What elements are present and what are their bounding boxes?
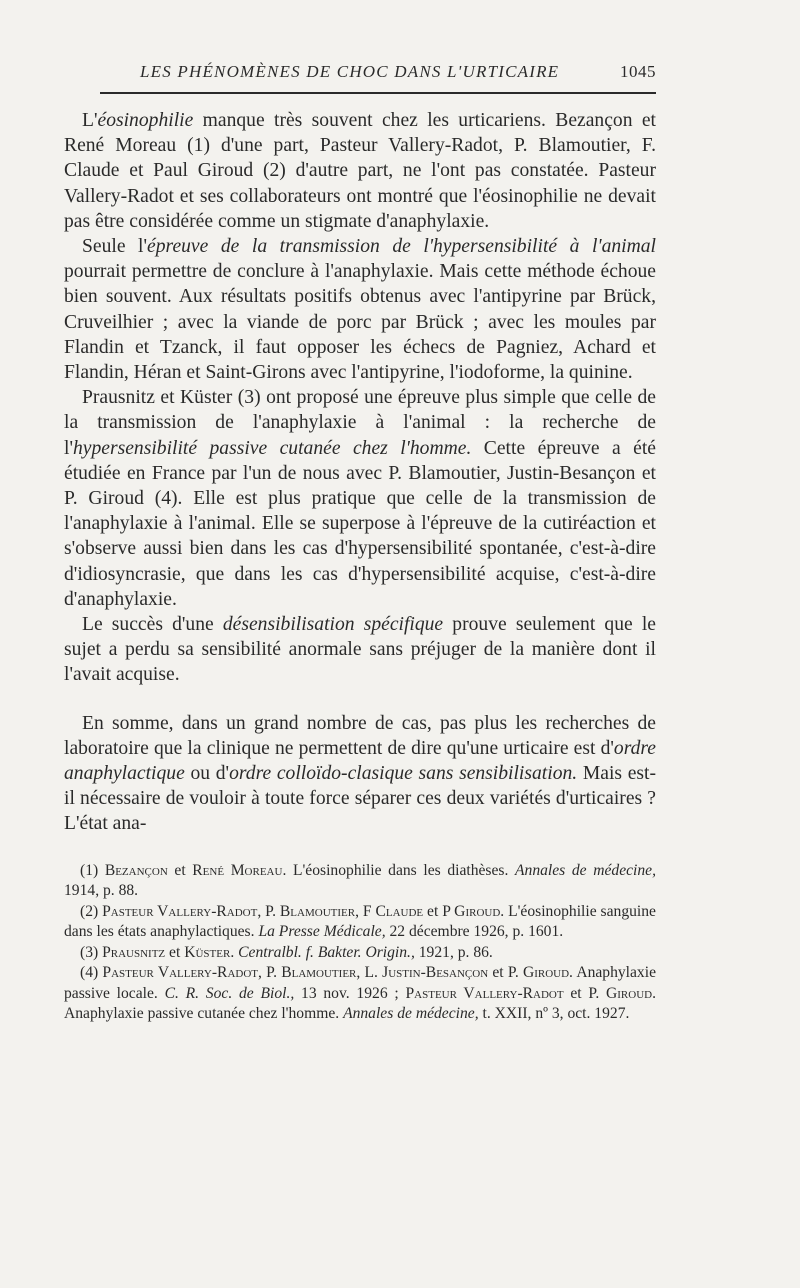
footnote-authors: P. Giroud	[588, 984, 653, 1002]
text-run: . Anaphylaxie passive locale.	[64, 964, 656, 1002]
footnote-authors: P Giroud	[442, 902, 501, 920]
paragraph-4	[64, 612, 656, 688]
footnote-authors: Prausnitz	[102, 943, 166, 961]
footnote-3	[64, 943, 656, 964]
text-run: et	[423, 902, 443, 920]
emphasis: éosinophilie	[97, 110, 194, 131]
page	[64, 56, 656, 1025]
emphasis: hypersensibilité passive cutanée chez l'homme.	[72, 437, 472, 459]
paragraph-1	[64, 108, 656, 234]
footnote-authors: Pasteur Vallery-Radot, P. Blamoutier, L. Justin-Besançon	[102, 964, 489, 982]
text-run: et	[167, 861, 193, 879]
text-run: Prausnitz et Küster (3) ont proposé une épreuve plus simple que celle de la transmission de l'anaphylaxie à l'animal : la recherche de l'	[64, 387, 656, 459]
emphasis: ordre anaphylactique	[64, 737, 656, 785]
footnote-1	[64, 861, 656, 902]
footnote-journal: C. R. Soc. de Biol.,	[164, 984, 295, 1002]
footnote-authors: Bezançon	[104, 861, 168, 879]
paragraph-2	[64, 234, 656, 385]
text-run: manque très souvent chez les urticariens. Bezançon et René Moreau (1) d'une part, Pasteur Vallery-Radot, P. Blamoutier, F. Claude et Paul Giroud (2) d'autre part, ne l'ont pas constatée. Pasteur Vallery-Radot et ses collaborateurs ont montré que l'éosinophilie ne devait pas être considérée comme un stigmate d'anaphylaxie.	[64, 110, 656, 232]
text-run: . Anaphylaxie passive cutanée chez l'homme.	[64, 984, 656, 1023]
text-run: . L'éosinophilie dans les diathèses.	[282, 861, 516, 879]
text-run: ou d'	[184, 763, 230, 785]
footnote-journal: Annales de médecine,	[515, 861, 656, 879]
footnote-journal: La Presse Médicale,	[258, 923, 386, 941]
text-run: et	[165, 943, 185, 961]
text-run: et	[488, 964, 508, 982]
footnote-number: (4)	[80, 964, 103, 982]
footnote-journal: Annales de médecine,	[343, 1005, 479, 1023]
emphasis: épreuve de la transmission de l'hypersensibilité à l'animal	[147, 236, 657, 258]
text-run: et	[563, 984, 589, 1002]
header-rule	[100, 92, 656, 94]
text-run: 1921, p. 86.	[414, 943, 493, 961]
text-run: Seule l'	[82, 236, 148, 258]
paragraph-5	[64, 711, 656, 837]
text-run: 1914, p. 88.	[64, 882, 139, 900]
text-run: L'	[82, 110, 98, 131]
text-run: Mais est-il nécessaire de vouloir à toute force séparer ces deux variétés d'urticaires ? L'état ana-	[64, 763, 657, 835]
footnote-number: (2)	[80, 902, 103, 920]
footnotes	[64, 861, 656, 1025]
text-run: t. XXII, nº 3, oct. 1927.	[478, 1005, 630, 1023]
footnote-authors: Pasteur Vallery-Radot, P. Blamoutier, F Claude	[102, 902, 424, 920]
page-number: 1045	[620, 62, 656, 81]
text-run: Cette épreuve a été étudiée en France par l'un de nous avec P. Blamoutier, Justin-Besançon et P. Giroud (4). Elle est plus pratique que celle de la transmission de l'anaphylaxie à l'animal. Elle se superpose à l'épreuve de la cutiréaction et s'observe aussi bien dans les cas d'hypersensibilité spontanée, c'est-à-dire d'idiosyncrasie, que dans les cas d'hypersensibilité acquise, c'est-à-dire d'anaphylaxie.	[64, 437, 656, 610]
footnote-authors: René Moreau	[192, 861, 283, 879]
body-text	[64, 108, 656, 837]
text-run: 22 décembre 1926, p. 1601.	[385, 923, 564, 941]
text-run: prouve seulement que le sujet a perdu sa sensibilité anormale sans préjuger de la manière dont il l'avait acquise.	[64, 614, 656, 686]
paragraph-3	[64, 385, 656, 612]
footnote-2	[64, 902, 656, 943]
footnote-authors: Küster	[184, 943, 231, 961]
footnote-authors: P. Giroud	[507, 964, 570, 982]
footnote-authors: Pasteur Vallery-Radot	[405, 984, 564, 1002]
footnote-number: (3)	[80, 943, 103, 961]
footnote-journal: Centralbl. f. Bakter. Origin.,	[238, 943, 415, 961]
footnote-number: (1)	[80, 861, 105, 879]
text-run: . L'éosinophilie sanguine dans les états anaphylactiques.	[64, 902, 656, 941]
text-run: 13 nov. 1926 ;	[294, 984, 406, 1002]
running-title: LES PHÉNOMÈNES DE CHOC DANS L'URTICAIRE	[140, 62, 560, 81]
running-head	[64, 56, 656, 86]
text-run: .	[230, 943, 239, 961]
text-run: En somme, dans un grand nombre de cas, pas plus les recherches de laboratoire que la clinique ne permettent de dire qu'une urticaire est d'	[64, 712, 656, 759]
text-run: Le succès d'une	[82, 614, 223, 636]
footnote-4	[64, 963, 656, 1025]
emphasis: désensibilisation spécifique	[222, 614, 444, 636]
text-run: pourrait permettre de conclure à l'anaphylaxie. Mais cette méthode échoue bien souvent. Aux résultats positifs obtenus avec l'antipyrine par Brück, Cruveilhier ; avec la viande de porc par Brück ; avec les moules par Flandin et Tzanck, il faut opposer les échecs de Pagniez, Achard et Flandin, Héran et Saint-Girons avec l'antipyrine, l'iodoforme, la quinine.	[64, 261, 656, 384]
emphasis: ordre colloïdo-clasique sans sensibilisation.	[229, 763, 578, 785]
